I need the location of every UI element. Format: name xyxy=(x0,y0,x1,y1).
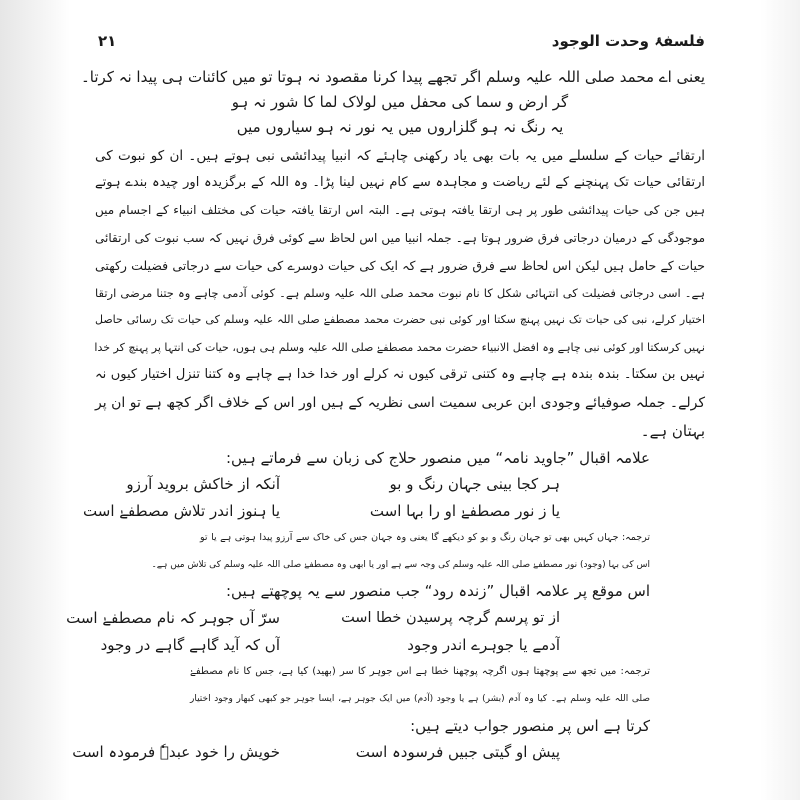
paragraph-line-last: بہتان ہے۔ xyxy=(640,422,705,440)
poem-line: گر ارض و سما کی محفل میں لولاک لما کا شور نہ ہو xyxy=(231,93,569,111)
verse-hemistich: خویش را خود عبدہٗ فرمودہ است xyxy=(72,743,280,761)
paragraph-line: ہیں جن کی حیات پیدائشی طور پر ہی ارتقا یافتہ ہوتی ہے۔ البتہ اس ارتقا یافتہ حیات کی مختلف انبیاء کے اجسام میں xyxy=(95,203,705,217)
verse-hemistich: آدمے یا جوہرے اندر وجود xyxy=(407,636,560,654)
translation-line: ترجمہ: جہاں کہیں بھی تو جہان رنگ و بو کو دیکھے گا یعنی وہ جہان جس کی خاک سے آرزو پیدا ہوتی ہے یا تو xyxy=(200,532,650,543)
verse-couplet xyxy=(60,634,560,656)
verse-hemistich: پیش او گیتی جبیں فرسودہ است xyxy=(355,743,560,761)
paragraph-line: نہیں کرسکتا اور کوئی نبی چاہے وہ افضل الانبیاء حضرت محمد مصطفےٰ صلی اللہ علیہ وسلم ہی ہوں، حیات کی انتہا پر پہنچ کر خدا xyxy=(94,341,705,354)
verse-couplet xyxy=(60,500,560,522)
paragraph-line: کرلے۔ جملہ صوفیائے وجودی ابن عربی سمیت اسی نظریہ کے ہیں اور اس کے خلاف اگر کچھ ہے تو ان پر xyxy=(95,395,705,411)
scan-shadow-left xyxy=(0,0,70,800)
paragraph-line: حیات کے حامل ہیں لیکن اس لحاظ سے فرق ضرور ہے کہ ایک کی حیات دوسرے کی حیات سے درجاتی فضیلت رکھتی xyxy=(95,258,705,273)
paragraph-line: موجودگی کے درمیان درجاتی فرق ضرور ہوتا ہے۔ جملہ انبیا میں اس لحاظ سے کوئی فرق نہیں کہ سب نبوت کی ارتقائی xyxy=(95,231,705,245)
verse-couplet xyxy=(60,607,560,629)
verse-couplet xyxy=(60,473,560,495)
answer-intro: کرتا ہے اس پر منصور جواب دیتے ہیں: xyxy=(410,717,650,735)
quote-intro: اس موقع پر علامہ اقبال ”زندہ رود“ جب منصور سے یہ پوچھتے ہیں: xyxy=(225,582,650,600)
verse-couplet xyxy=(60,741,560,763)
translation-line: ترجمہ: میں تجھ سے پوچھتا ہوں اگرچہ پوچھنا خطا ہے اس جوہر کا سر (بھید) کیا ہے، جس کا نام مصطفےٰ xyxy=(190,666,650,677)
verse-hemistich: یا ز نور مصطفےٰ او را بہا است xyxy=(369,502,560,520)
verse-hemistich: آنکہ از خاکش بروید آرزو xyxy=(126,475,280,493)
paragraph-line: ارتقائی حیات تک پہنچنے کے لئے ریاضت و مجاہدہ سے کام نہیں لینا پڑا۔ وہ اللہ کے برگزیدہ اور چیدہ بندے ہوتے xyxy=(95,175,705,190)
verse-hemistich: سرّ آں جوہر کہ نام مصطفےٰ است xyxy=(66,609,280,627)
verse-hemistich: ہر کجا بینی جہان رنگ و بو xyxy=(389,475,560,493)
paragraph-line: ہے۔ اسی درجاتی فضیلت کی انتہائی شکل کا نام نبوت محمد صلی اللہ علیہ وسلم ہے۔ کوئی آدمی چاہے وہ جتنا مرضی ارتقا xyxy=(95,286,705,300)
verse-hemistich: از تو پرسم گرچہ پرسیدن خطا است xyxy=(341,610,560,626)
scan-shadow-right xyxy=(760,0,800,800)
running-header-title: فلسفۂ وحدت الوجود xyxy=(551,32,705,50)
paragraph-line: نہیں بن سکتا۔ بندہ بندہ ہے چاہے وہ کتنی ترقی کیوں نہ کرلے اور خدا خدا ہے چاہے وہ کتنا تنزل اختیار کیوں نہ xyxy=(95,367,705,382)
verse-hemistich: یا ہنوز اندر تلاش مصطفےٰ است xyxy=(83,502,280,520)
verse-hemistich: آں کہ آید گاہے گاہے در وجود xyxy=(100,636,280,654)
translation-line: اس کی بہا (وجود) نور مصطفےٰ صلی اللہ علیہ وسلم کی وجہ سے ہے اور یا ابھی وہ مصطفےٰ صلی اللہ علیہ وسلم کی تلاش میں ہے۔ xyxy=(151,560,650,570)
poem-line: یہ رنگ نہ ہو گلزاروں میں یہ نور نہ ہو سیاروں میں xyxy=(236,118,564,136)
paragraph-line: اختیار کرلے، نبی کی حیات تک نہیں پہنچ سکتا اور کوئی نبی حضرت محمد مصطفےٰ صلی اللہ علیہ وسلم کی حیات تک رسائی حاصل xyxy=(95,313,705,326)
quote-intro: علامہ اقبال ”جاوید نامہ“ میں منصور حلاج کی زبان سے فرماتے ہیں: xyxy=(225,449,650,467)
intro-line: یعنی اے محمد صلی اللہ علیہ وسلم اگر تجھے پیدا کرنا مقصود نہ ہوتا تو میں کائنات ہی پیدا نہ کرتا۔ xyxy=(80,68,705,86)
paragraph-line: ارتقائے حیات کے سلسلے میں یہ بات بھی یاد رکھنی چاہئے کہ انبیا پیدائشی نبی ہوتے ہیں۔ ان کو نبوت کی xyxy=(95,148,705,164)
translation-line: صلی اللہ علیہ وسلم ہے۔ کیا وہ آدم (بشر) ہے یا وجود (آدم) میں ایک جوہر ہے، ایسا جوہر جو کبھی کبھار وجود اختیار xyxy=(190,694,650,704)
page-number: ۲۱ xyxy=(98,32,117,50)
